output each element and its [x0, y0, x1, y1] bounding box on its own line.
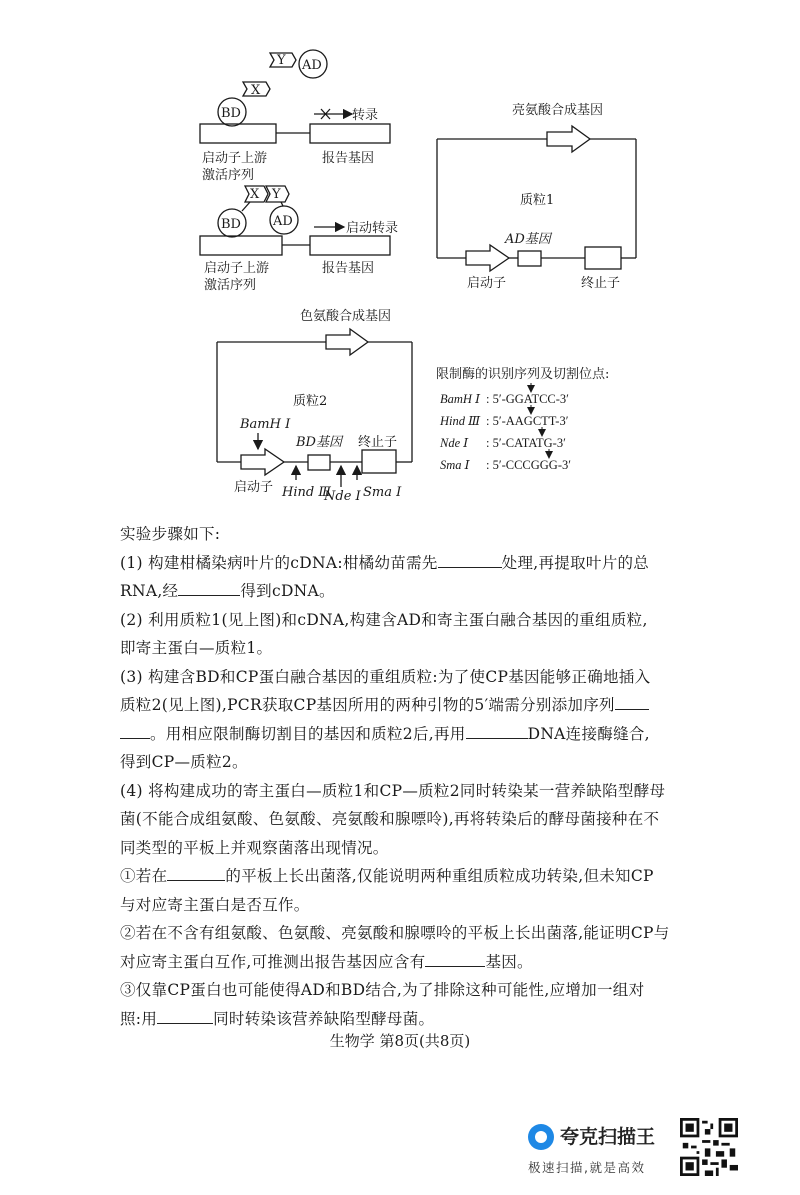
- ad-label: AD: [302, 58, 322, 73]
- question2-line1: ②若在不含有组氨酸、色氨酸、亮氨酸和腺嘌呤的平板上长出菌落,能证明CP与: [120, 924, 670, 942]
- promoter-arrow-2: [241, 449, 284, 475]
- brand-slogan: 极速扫描,就是高效: [528, 1160, 646, 1175]
- reporter-label: 报告基因: [322, 151, 375, 166]
- quark-logo-icon: [528, 1124, 554, 1150]
- promoter-label-1: 启动子: [467, 276, 507, 291]
- step3-line4: 得到CP—质粒2。: [120, 753, 248, 771]
- upstream-label-line2: 激活序列: [202, 168, 255, 183]
- upstream-label2-line2: 激活序列: [204, 278, 257, 293]
- answer-blank[interactable]: [167, 862, 225, 881]
- step4-line3: 同类型的平板上并观察菌落出现情况。: [120, 838, 389, 857]
- upstream-label2-line1: 启动子上游: [204, 261, 270, 276]
- enzyme-title: 限制酶的识别序列及切割位点:: [436, 367, 610, 382]
- promoter-arrow-1: [466, 245, 509, 271]
- answer-blank[interactable]: [438, 549, 502, 568]
- upstream-box-1: [200, 124, 276, 143]
- plasmid1-label: 质粒1: [520, 193, 555, 208]
- enzyme-name: Sma Ⅰ: [440, 458, 470, 472]
- figure-diagrams: [0, 0, 800, 520]
- step1-line2: RNA,经 得到cDNA。: [120, 577, 730, 606]
- enzyme-sequence: : 5′-CCCGGG-3′: [486, 458, 571, 472]
- ad-gene-label: AD基因: [505, 232, 551, 247]
- step1-line1: (1) 构建柑橘染病叶片的cDNA:柑橘幼苗需先 处理,再提取叶片的总: [120, 549, 730, 578]
- upstream-label-line1: 启动子上游: [202, 151, 268, 166]
- question1-line1: ①若在 的平板上长出菌落,仅能说明两种重组质粒成功转染,但未知CP: [120, 862, 730, 891]
- ndei-site-label: Nde Ⅰ: [324, 489, 361, 504]
- reporter-label-2: 报告基因: [322, 261, 375, 276]
- question2-line2: 对应寄主蛋白互作,可推测出报告基因应含有 基因。: [120, 948, 730, 977]
- x-label-2: X: [250, 187, 260, 202]
- bd-gene-label: BD基因: [296, 435, 342, 450]
- trp-gene-arrow: [326, 329, 368, 355]
- bd-label-2: BD: [221, 217, 241, 232]
- y-label: Y: [277, 53, 286, 68]
- reporter-box-1: [310, 124, 390, 143]
- enzyme-sequence: : 5′-GGATCC-3′: [486, 392, 569, 406]
- step3-line3: 。用相应限制酶切割目的基因和质粒2后,再用 DNA连接酶缝合,: [120, 720, 730, 749]
- enzyme-table: [439, 392, 571, 472]
- steps-intro: 实验步骤如下:: [120, 525, 221, 543]
- qr-code-icon: [680, 1118, 738, 1176]
- question1-line2: 与对应寄主蛋白是否互作。: [120, 895, 310, 914]
- x-label: X: [251, 83, 261, 98]
- reporter-box-2: [310, 236, 390, 255]
- step3-line2: 质粒2(见上图),PCR获取CP基因所用的两种引物的5′端需分别添加序列: [120, 691, 730, 720]
- leu-gene-label: 亮氨酸合成基因: [512, 103, 604, 118]
- leu-gene-arrow: [547, 126, 590, 152]
- scanner-watermark: [528, 1122, 678, 1182]
- question3-line1: ③仅靠CP蛋白也可能使得AD和BD结合,为了排除这种可能性,应增加一组对: [120, 981, 645, 999]
- step4-line1: (4) 将构建成功的寄主蛋白—质粒1和CP—质粒2同时转染某一营养缺陷型酵母: [120, 781, 666, 800]
- terminator-box-2: [362, 450, 396, 473]
- bamhi-site-label: BamH Ⅰ: [240, 417, 291, 432]
- step2-line1: (2) 利用质粒1(见上图)和cDNA,构建含AD和寄主蛋白融合基因的重组质粒,: [120, 610, 648, 629]
- enzyme-name: Nde Ⅰ: [440, 436, 469, 450]
- enzyme-name: Hind Ⅲ: [440, 414, 481, 428]
- bd-label: BD: [221, 106, 241, 121]
- hindiii-site-label: Hind Ⅲ: [282, 485, 331, 500]
- bd-gene-box: [308, 455, 330, 470]
- terminator-label-2: 终止子: [358, 435, 398, 450]
- enzyme-sequence: : 5′-AAGCTT-3′: [486, 414, 569, 428]
- enzyme-name: BamH Ⅰ: [440, 392, 481, 406]
- answer-blank[interactable]: [120, 720, 150, 739]
- start-transcription-label: 启动转录: [346, 221, 399, 236]
- answer-blank[interactable]: [425, 948, 485, 967]
- answer-blank[interactable]: [615, 691, 649, 710]
- ad-gene-box: [518, 251, 541, 266]
- upstream-box-2: [200, 236, 282, 255]
- answer-blank[interactable]: [178, 577, 240, 596]
- ad-label-2: AD: [273, 214, 293, 229]
- trp-gene-label: 色氨酸合成基因: [300, 309, 392, 324]
- page-footer: 生物学 第8页(共8页): [329, 1032, 471, 1050]
- step2-line2: 即寄主蛋白—质粒1。: [120, 639, 273, 657]
- transcription-label: 转录: [352, 108, 379, 123]
- terminator-label-1: 终止子: [581, 276, 621, 291]
- answer-blank[interactable]: [157, 1005, 213, 1024]
- question3-line2: 照:用 同时转染该营养缺陷型酵母菌。: [120, 1005, 730, 1034]
- brand-name: 夸克扫描王: [560, 1126, 656, 1148]
- step3-line1: (3) 构建含BD和CP蛋白融合基因的重组质粒:为了使CP基因能够正确地插入: [120, 667, 651, 686]
- terminator-box-1: [585, 247, 621, 269]
- promoter-label-2: 启动子: [234, 480, 274, 495]
- smai-site-label: Sma Ⅰ: [363, 485, 402, 500]
- answer-blank[interactable]: [466, 720, 528, 739]
- plasmid2-label: 质粒2: [293, 394, 328, 409]
- step4-line2: 菌(不能合成组氨酸、色氨酸、亮氨酸和腺嘌呤),再将转染后的酵母菌接种在不: [120, 810, 660, 828]
- diagram-no-interaction: [200, 50, 390, 143]
- enzyme-sequence: : 5′-CATATG-3′: [486, 436, 566, 450]
- steps-text: [120, 520, 730, 1033]
- y-label-2: Y: [272, 187, 281, 202]
